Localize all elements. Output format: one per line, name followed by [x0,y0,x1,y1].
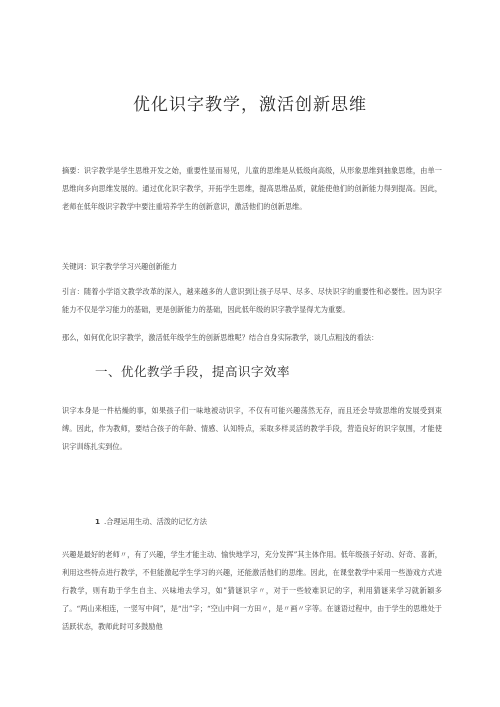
abstract-paragraph: 摘要：识字教学是学生思维开发之始，重要性显而易见，儿童的思维是从低级向高级，从形象思维到抽象思维，由单一思维向多向思维发展的。通过优化识字教学，开拓学生思维，提高思维品质，就能使他们的创新能力得到提高。因此，老师在低年级识字教学中要注重培养学生的创新意识，激活他们的创新思维。 [62,166,442,211]
subsection-title: .合理运用生动、活泼的记忆方法 [104,517,207,526]
keywords-line: 关键词：识字教学学习兴趣创新能力 [62,262,178,271]
section-heading: 一、优化教学手段，提高识字效率 [95,364,291,379]
subsection-paragraph: 兴趣是最好的老师〃，有了兴趣，学生才能主动、愉快地学习，充分发挥”其主体作用。低年级孩子好动、好奇、喜新，利用这些特点进行教学，不但能激起学生学习的兴趣，还能激活他们的思维。因此，在课堂教学中采用一些游戏方式进行教学，则有助于学生自主、兴味地去学习，如”猜谜识字〃，对于一些较难识记的字，利用猜谜来学习就新颖多了。“两山来相连，一竖写中间”，是“出”字；“空山中间一方田〃，是〃画〃字等。在谜语过程中，由于学生的思维处于活跃状态，教师此时可多鼓励他 [62,550,442,631]
intro-paragraph: 引言：随着小学语文教学改革的深入，越来越多的人意识到让孩子尽早、尽多、尽快识字的重要性和必要性。因为识字能力不仅是学习能力的基础，更是创新能力的基础，因此低年级的识字教学显得尤为重要。 [62,287,442,314]
subsection-number: 1 [95,517,101,526]
section-paragraph: 识字本身是一件枯燥的事，如果孩子们一味地被动识字，不仅有可能兴趣荡然无存，而且还会导致思维的发展受到束缚。因此，作为教师，要结合孩子的年龄、情感、认知特点，采取多样灵活的教学手段，营造良好的识字氛围，才能使识字训练扎实到位。 [62,406,442,451]
subsection-heading [95,517,207,527]
question-paragraph: 那么，如何优化识字教学，激活低年级学生的创新思维呢？结合自身实际教学，谈几点粗浅的看法： [62,333,379,342]
document-title: 优化识字教学，激活创新思维 [133,95,367,115]
